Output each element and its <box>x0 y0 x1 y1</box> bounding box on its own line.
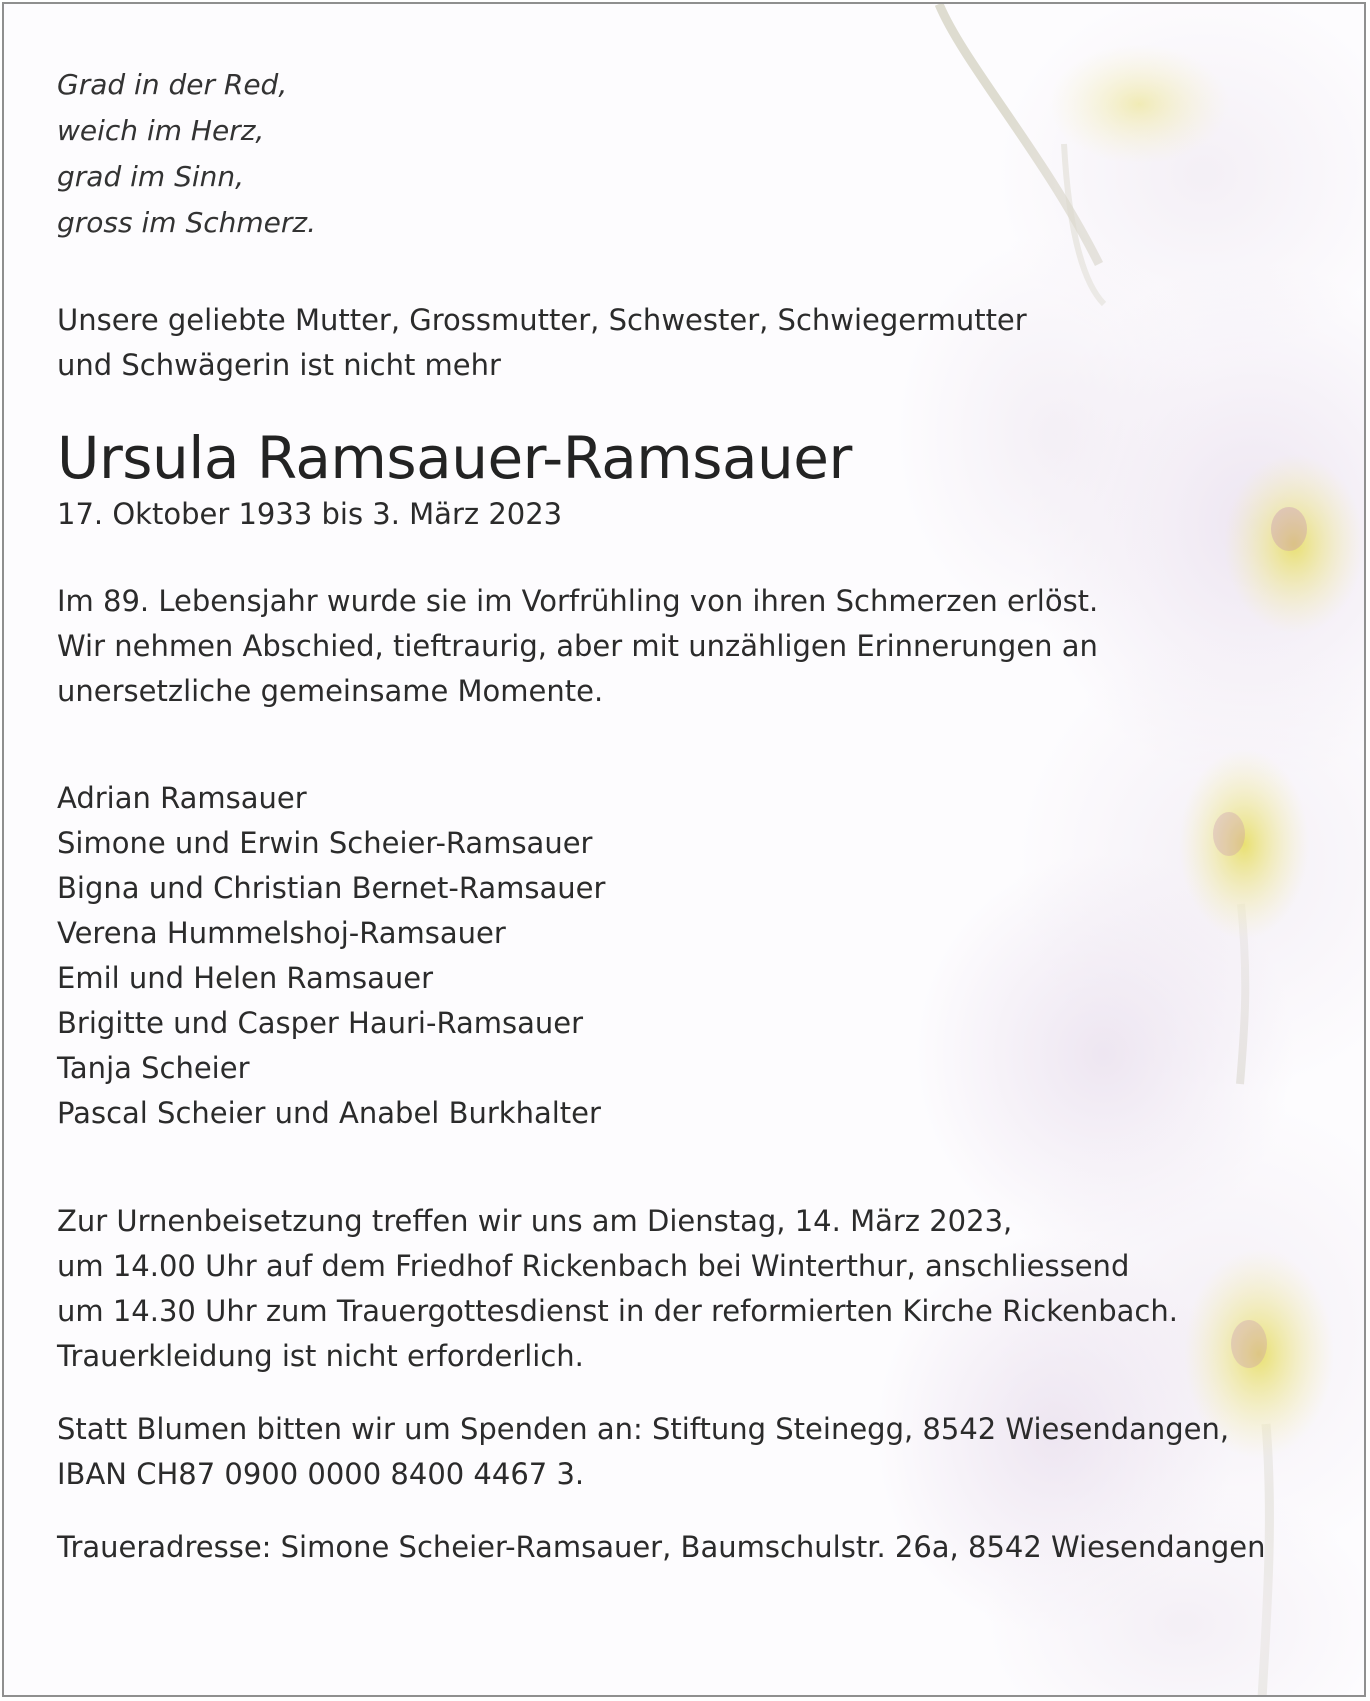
donation-info <box>57 1407 1307 1497</box>
deceased-name: Ursula Ramsauer-Ramsauer <box>57 424 852 492</box>
message-line: unersetzliche gemeinsame Momente. <box>57 674 604 708</box>
mourning-address: Traueradresse: Simone Scheier-Ramsauer, Baumschulstr. 26a, 8542 Wiesendangen <box>57 1530 1266 1564</box>
motto-line: gross im Schmerz. <box>57 206 316 239</box>
message-text <box>57 579 1307 714</box>
list-item: Bigna und Christian Bernet-Ramsauer <box>57 871 606 905</box>
life-dates: 17. Oktober 1933 bis 3. März 2023 <box>57 497 563 531</box>
list-item: Emil und Helen Ramsauer <box>57 961 433 995</box>
list-item: Simone und Erwin Scheier-Ramsauer <box>57 826 593 860</box>
list-item: Tanja Scheier <box>57 1051 250 1085</box>
obituary-content <box>57 62 1307 1570</box>
motto-line: Grad in der Red, <box>57 68 288 101</box>
list-item: Adrian Ramsauer <box>57 781 307 815</box>
list-item: Brigitte und Casper Hauri-Ramsauer <box>57 1006 584 1040</box>
list-item: Verena Hummelshoj-Ramsauer <box>57 916 506 950</box>
mourners-list <box>57 776 1307 1136</box>
list-item: Pascal Scheier und Anabel Burkhalter <box>57 1096 601 1130</box>
donation-line: Statt Blumen bitten wir um Spenden an: Stiftung Steinegg, 8542 Wiesendangen, <box>57 1412 1230 1446</box>
message-line: Wir nehmen Abschied, tieftraurig, aber mit unzähligen Erinnerungen an <box>57 629 1098 663</box>
intro-line: Unsere geliebte Mutter, Grossmutter, Schwester, Schwiegermutter <box>57 303 1027 337</box>
service-line: um 14.30 Uhr zum Trauergottesdienst in der reformierten Kirche Rickenbach. <box>57 1294 1178 1328</box>
service-details <box>57 1199 1307 1379</box>
donation-line: IBAN CH87 0900 0000 8400 4467 3. <box>57 1457 585 1491</box>
intro-text <box>57 298 1307 388</box>
message-line: Im 89. Lebensjahr wurde sie im Vorfrühling von ihren Schmerzen erlöst. <box>57 584 1099 618</box>
service-line: um 14.00 Uhr auf dem Friedhof Rickenbach bei Winterthur, anschliessend <box>57 1249 1130 1283</box>
motto-line: weich im Herz, <box>57 114 265 147</box>
intro-line: und Schwägerin ist nicht mehr <box>57 348 501 382</box>
motto-line: grad im Sinn, <box>57 160 245 193</box>
service-line: Trauerkleidung ist nicht erforderlich. <box>57 1339 584 1373</box>
obituary-card <box>2 2 1366 1697</box>
service-line: Zur Urnenbeisetzung treffen wir uns am Dienstag, 14. März 2023, <box>57 1204 1013 1238</box>
motto-verse <box>57 62 1307 246</box>
